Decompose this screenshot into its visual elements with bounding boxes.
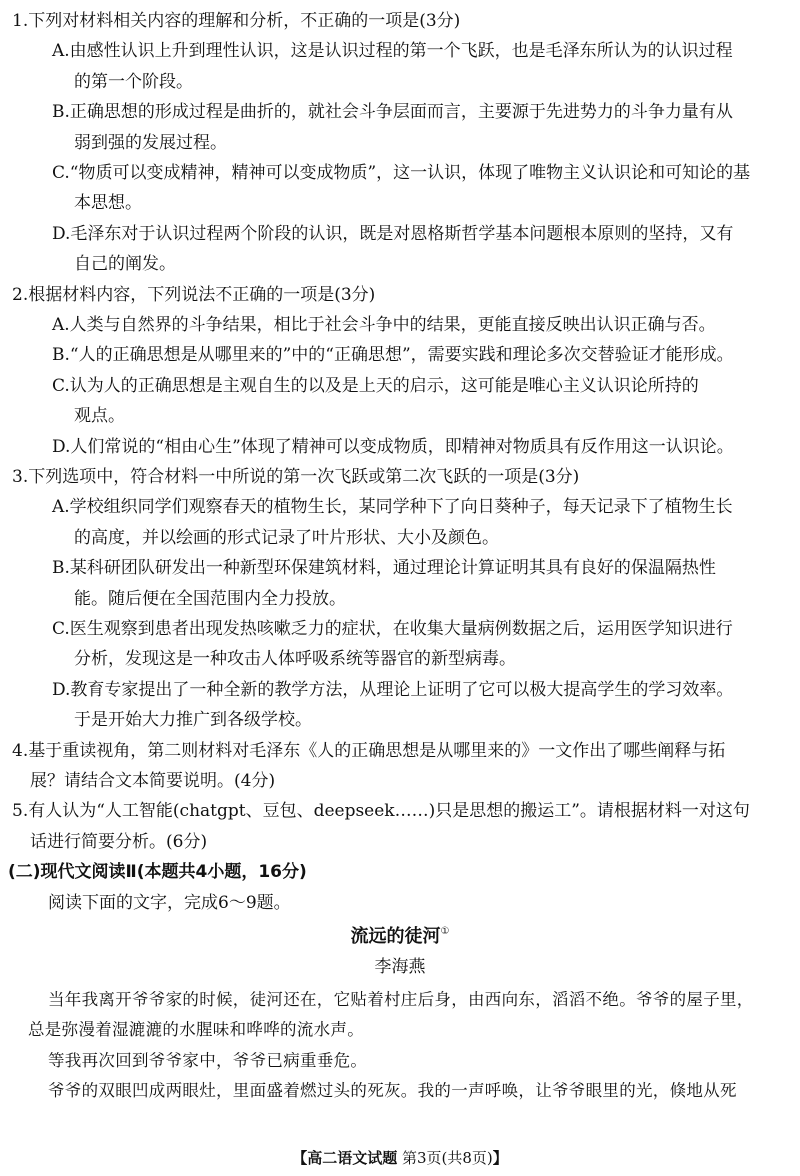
question-line: 4.基于重读视角，第二则材料对毛泽东《人的正确思想是从哪里来的》一文作出了哪些阐释与拓: [12, 740, 726, 761]
text-line: 的高度，并以绘画的形式记录了叶片形状、大小及颜色。: [74, 527, 499, 548]
text-line: B.“人的正确思想是从哪里来的”中的“正确思想”，需要实践和理论多次交替验证才能形成。: [52, 345, 734, 366]
section-heading: (二)现代文阅读Ⅱ(本题共4小题，16分): [8, 862, 307, 883]
article-title: [0, 922, 800, 952]
text-line: D.人们常说的“相由心生”体现了精神可以变成物质，即精神对物质具有反作用这一认识论。: [52, 436, 734, 457]
article-paragraph-line: 当年我离开爷爷家的时候，徒河还在，它贴着村庄后身，由西向东，滔滔不绝。爷爷的屋子里，: [48, 989, 754, 1009]
text-line: 于是开始大力推广到各级学校。: [74, 710, 312, 731]
text-line: A.由感性认识上升到理性认识，这是认识过程的第一个飞跃，也是毛泽东所认为的认识过程: [52, 41, 733, 62]
text-line: 分析，发现这是一种攻击人体呼吸系统等器官的新型病毒。: [74, 649, 516, 670]
text-line: 的第一个阶段。: [74, 71, 193, 92]
text-line: 观点。: [74, 406, 125, 427]
page-footer: [0, 1146, 800, 1170]
footer-page-number: 第3页(共8页): [401, 1149, 493, 1167]
question-line: 5.有人认为“人工智能(chatgpt、豆包、deepseek……)只是思想的搬运工”。请根据材料一对这句: [12, 801, 750, 822]
article-title-text: 流远的徒河: [350, 926, 441, 947]
text-line: B.某科研团队研发出一种新型环保建筑材料，通过理论计算证明其具有良好的保温隔热性: [52, 558, 716, 579]
text-line: 展？请结合文本简要说明。(4分): [30, 771, 276, 791]
text-line: A.学校组织同学们观察春天的植物生长，某同学种下了向日葵种子，每天记录下了植物生长: [52, 497, 733, 518]
text-line: B.正确思想的形成过程是曲折的，就社会斗争层面而言，主要源于先进势力的斗争力量有从: [52, 102, 733, 123]
text-line: D.毛泽东对于认识过程两个阶段的认识，既是对恩格斯哲学基本问题根本原则的坚持，又有: [52, 223, 734, 244]
text-line: 能。随后便在全国范围内全力投放。: [74, 588, 346, 609]
text-line: D.教育专家提出了一种全新的教学方法，从理论上证明了它可以极大提高学生的学习效率。: [52, 679, 734, 700]
text-line: A.人类与自然界的斗争结果，相比于社会斗争中的结果，更能直接反映出认识正确与否。: [52, 315, 716, 335]
footer-exam-name: 【高二语文试题: [292, 1149, 398, 1167]
article-paragraph-line: 总是弥漫着湿漉漉的水腥味和哗哗的流水声。: [28, 1020, 364, 1040]
footer-bracket: 】: [492, 1149, 508, 1167]
text-line: 自己的阐发。: [74, 254, 176, 275]
text-line: C.认为人的正确思想是主观自生的以及是上天的启示，这可能是唯心主义认识论所持的: [52, 375, 699, 396]
article-author: 李海燕: [374, 957, 426, 978]
text-line: 话进行简要分析。(6分): [30, 831, 208, 852]
article-paragraph-line: 爷爷的双眼凹成两眼灶，里面盛着燃过头的死灰。我的一声呼唤，让爷爷眼里的光，倏地从死: [48, 1081, 737, 1100]
question-line: 1.下列对材料相关内容的理解和分析，不正确的一项是(3分): [12, 11, 461, 31]
question-line: 2.根据材料内容，下列说法不正确的一项是(3分): [12, 284, 376, 305]
text-line: 本思想。: [74, 193, 142, 214]
question-line: 3.下列选项中，符合材料一中所说的第一次飞跃或第二次飞跃的一项是(3分): [12, 467, 580, 487]
footnote-marker: ①: [440, 926, 450, 937]
article-paragraph-line: 等我再次回到爷爷家中，爷爷已病重垂危。: [48, 1050, 368, 1070]
text-line: C.医生观察到患者出现发热咳嗽乏力的症状，在收集大量病例数据之后，运用医学知识进行: [52, 619, 733, 639]
text-line: 弱到强的发展过程。: [74, 132, 227, 153]
text-line: 阅读下面的文字，完成6～9题。: [48, 892, 291, 913]
text-line: C.“物质可以变成精神，精神可以变成物质”，这一认识，体现了唯物主义认识论和可知论的基: [52, 163, 751, 183]
